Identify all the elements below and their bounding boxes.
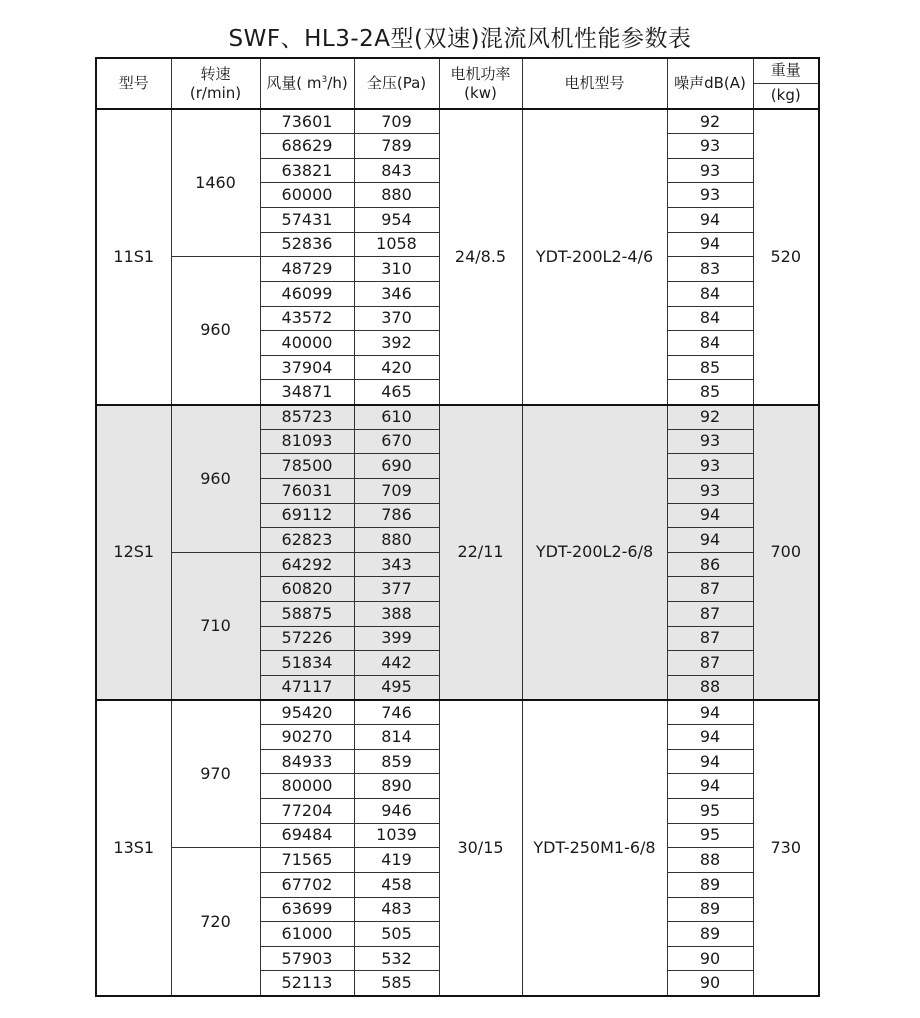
pressure-cell: 859 xyxy=(354,749,439,774)
airflow-cell: 46099 xyxy=(260,281,354,306)
table-row xyxy=(96,405,819,430)
noise-cell: 89 xyxy=(667,922,753,947)
noise-cell: 87 xyxy=(667,602,753,627)
pressure-cell: 746 xyxy=(354,700,439,725)
airflow-cell: 69484 xyxy=(260,823,354,848)
airflow-cell: 57431 xyxy=(260,208,354,233)
noise-cell: 92 xyxy=(667,405,753,430)
pressure-cell: 505 xyxy=(354,922,439,947)
motor-cell: YDT-200L2-4/6 xyxy=(522,109,667,405)
airflow-cell: 69112 xyxy=(260,503,354,528)
noise-cell: 89 xyxy=(667,872,753,897)
noise-cell: 93 xyxy=(667,134,753,159)
pressure-cell: 442 xyxy=(354,651,439,676)
speed-cell: 960 xyxy=(171,405,260,553)
airflow-cell: 63821 xyxy=(260,158,354,183)
header-airflow-exp: 3 xyxy=(321,75,328,85)
airflow-cell: 57226 xyxy=(260,626,354,651)
pressure-cell: 483 xyxy=(354,897,439,922)
airflow-cell: 40000 xyxy=(260,331,354,356)
airflow-cell: 77204 xyxy=(260,799,354,824)
noise-cell: 93 xyxy=(667,454,753,479)
pressure-cell: 532 xyxy=(354,946,439,971)
pressure-cell: 1058 xyxy=(354,232,439,257)
noise-cell: 84 xyxy=(667,281,753,306)
noise-cell: 93 xyxy=(667,429,753,454)
pressure-cell: 458 xyxy=(354,872,439,897)
noise-cell: 94 xyxy=(667,749,753,774)
pressure-cell: 419 xyxy=(354,848,439,873)
airflow-cell: 71565 xyxy=(260,848,354,873)
speed-cell: 710 xyxy=(171,552,260,700)
header-noise: 噪声dB(A) xyxy=(667,58,753,109)
pressure-cell: 880 xyxy=(354,528,439,553)
header-power xyxy=(439,58,522,109)
header-weight: 重量 xyxy=(753,58,819,83)
pressure-cell: 709 xyxy=(354,478,439,503)
header-speed-label: 转速 xyxy=(200,64,231,83)
noise-cell: 84 xyxy=(667,306,753,331)
header-motor: 电机型号 xyxy=(522,58,667,109)
airflow-cell: 95420 xyxy=(260,700,354,725)
pressure-cell: 890 xyxy=(354,774,439,799)
airflow-cell: 84933 xyxy=(260,749,354,774)
noise-cell: 94 xyxy=(667,774,753,799)
airflow-cell: 64292 xyxy=(260,552,354,577)
airflow-cell: 62823 xyxy=(260,528,354,553)
pressure-cell: 670 xyxy=(354,429,439,454)
airflow-cell: 52836 xyxy=(260,232,354,257)
page-title: SWF、HL3-2A型(双速)混流风机性能参数表 xyxy=(228,26,692,52)
airflow-cell: 81093 xyxy=(260,429,354,454)
power-cell: 22/11 xyxy=(439,405,522,701)
airflow-cell: 51834 xyxy=(260,651,354,676)
pressure-cell: 310 xyxy=(354,257,439,282)
noise-cell: 87 xyxy=(667,651,753,676)
noise-cell: 84 xyxy=(667,331,753,356)
speed-cell: 720 xyxy=(171,848,260,996)
pressure-cell: 388 xyxy=(354,602,439,627)
weight-cell: 730 xyxy=(753,700,819,996)
airflow-cell: 61000 xyxy=(260,922,354,947)
header-pressure: 全压(Pa) xyxy=(354,58,439,109)
pressure-cell: 346 xyxy=(354,281,439,306)
speed-cell: 1460 xyxy=(171,109,260,257)
pressure-cell: 377 xyxy=(354,577,439,602)
pressure-cell: 610 xyxy=(354,405,439,430)
pressure-cell: 814 xyxy=(354,725,439,750)
airflow-cell: 47117 xyxy=(260,675,354,700)
pressure-cell: 465 xyxy=(354,380,439,405)
performance-table xyxy=(95,57,820,997)
noise-cell: 94 xyxy=(667,503,753,528)
noise-cell: 90 xyxy=(667,971,753,996)
header-power-label: 电机功率 xyxy=(450,64,511,83)
airflow-cell: 43572 xyxy=(260,306,354,331)
pressure-cell: 954 xyxy=(354,208,439,233)
pressure-cell: 690 xyxy=(354,454,439,479)
pressure-cell: 399 xyxy=(354,626,439,651)
airflow-cell: 34871 xyxy=(260,380,354,405)
airflow-cell: 67702 xyxy=(260,872,354,897)
noise-cell: 85 xyxy=(667,380,753,405)
airflow-cell: 52113 xyxy=(260,971,354,996)
pressure-cell: 343 xyxy=(354,552,439,577)
noise-cell: 88 xyxy=(667,675,753,700)
airflow-cell: 60820 xyxy=(260,577,354,602)
model-cell: 12S1 xyxy=(96,405,171,701)
table-row xyxy=(96,700,819,725)
airflow-cell: 85723 xyxy=(260,405,354,430)
table-body xyxy=(96,109,819,996)
model-cell: 13S1 xyxy=(96,700,171,996)
airflow-cell: 57903 xyxy=(260,946,354,971)
noise-cell: 94 xyxy=(667,232,753,257)
noise-cell: 94 xyxy=(667,725,753,750)
weight-cell: 700 xyxy=(753,405,819,701)
airflow-cell: 37904 xyxy=(260,355,354,380)
pressure-cell: 880 xyxy=(354,183,439,208)
noise-cell: 89 xyxy=(667,897,753,922)
power-cell: 30/15 xyxy=(439,700,522,996)
header-power-unit: (kw) xyxy=(464,83,497,102)
model-cell: 11S1 xyxy=(96,109,171,405)
noise-cell: 87 xyxy=(667,577,753,602)
motor-cell: YDT-200L2-6/8 xyxy=(522,405,667,701)
header-speed xyxy=(171,58,260,109)
airflow-cell: 73601 xyxy=(260,109,354,134)
noise-cell: 94 xyxy=(667,528,753,553)
airflow-cell: 76031 xyxy=(260,478,354,503)
header-airflow-suffix: /h) xyxy=(327,74,348,92)
noise-cell: 94 xyxy=(667,208,753,233)
pressure-cell: 392 xyxy=(354,331,439,356)
speed-cell: 960 xyxy=(171,257,260,405)
table-row xyxy=(96,109,819,134)
header-airflow xyxy=(260,58,354,109)
noise-cell: 93 xyxy=(667,183,753,208)
pressure-cell: 495 xyxy=(354,675,439,700)
airflow-cell: 90270 xyxy=(260,725,354,750)
pressure-cell: 709 xyxy=(354,109,439,134)
noise-cell: 95 xyxy=(667,823,753,848)
airflow-cell: 80000 xyxy=(260,774,354,799)
noise-cell: 93 xyxy=(667,158,753,183)
weight-cell: 520 xyxy=(753,109,819,405)
noise-cell: 92 xyxy=(667,109,753,134)
header-speed-unit: (r/min) xyxy=(189,83,242,102)
noise-cell: 86 xyxy=(667,552,753,577)
header-airflow-prefix: 风量( m xyxy=(266,74,322,92)
pressure-cell: 420 xyxy=(354,355,439,380)
noise-cell: 90 xyxy=(667,946,753,971)
airflow-cell: 63699 xyxy=(260,897,354,922)
pressure-cell: 843 xyxy=(354,158,439,183)
airflow-cell: 78500 xyxy=(260,454,354,479)
power-cell: 24/8.5 xyxy=(439,109,522,405)
pressure-cell: 1039 xyxy=(354,823,439,848)
motor-cell: YDT-250M1-6/8 xyxy=(522,700,667,996)
airflow-cell: 48729 xyxy=(260,257,354,282)
pressure-cell: 585 xyxy=(354,971,439,996)
airflow-cell: 68629 xyxy=(260,134,354,159)
table-header xyxy=(96,58,819,109)
noise-cell: 88 xyxy=(667,848,753,873)
header-weight-unit: (kg) xyxy=(753,83,819,109)
pressure-cell: 786 xyxy=(354,503,439,528)
pressure-cell: 789 xyxy=(354,134,439,159)
airflow-cell: 58875 xyxy=(260,602,354,627)
airflow-cell: 60000 xyxy=(260,183,354,208)
header-model: 型号 xyxy=(96,58,171,109)
pressure-cell: 946 xyxy=(354,799,439,824)
pressure-cell: 370 xyxy=(354,306,439,331)
noise-cell: 85 xyxy=(667,355,753,380)
noise-cell: 95 xyxy=(667,799,753,824)
noise-cell: 83 xyxy=(667,257,753,282)
noise-cell: 93 xyxy=(667,478,753,503)
noise-cell: 94 xyxy=(667,700,753,725)
speed-cell: 970 xyxy=(171,700,260,848)
noise-cell: 87 xyxy=(667,626,753,651)
